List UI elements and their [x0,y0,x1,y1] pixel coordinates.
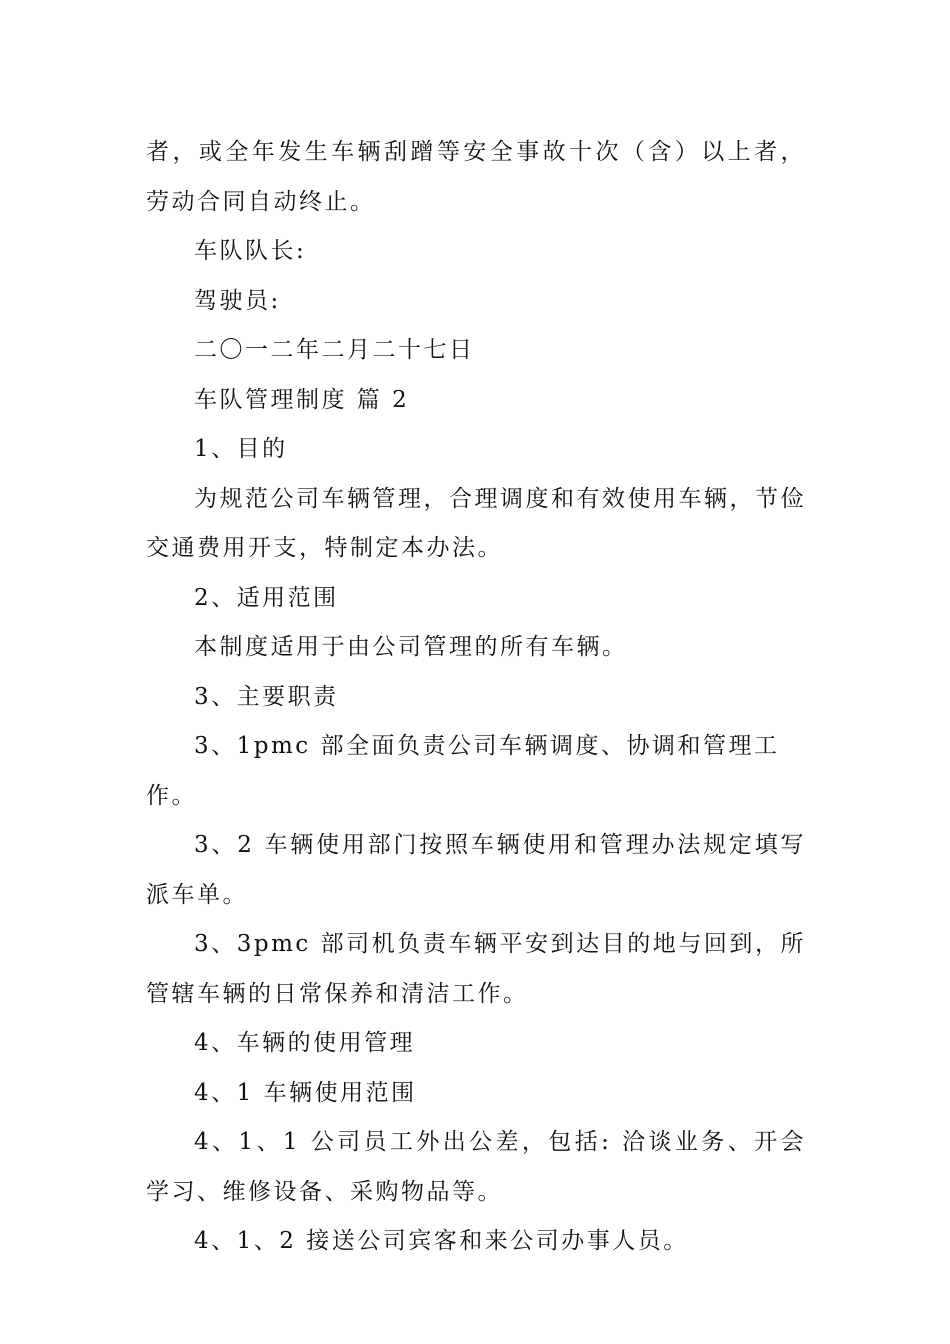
document-date: 二〇一二年二月二十七日 [194,337,475,363]
heading-scope: 2、适用范围 [194,584,339,611]
signature-line-driver: 驾驶员: [194,287,281,314]
subheading-use-scope: 4、1 车辆使用范围 [194,1079,417,1106]
paragraph: 4、1、1 公司员工外出公差，包括: 洽谈业务、开会学习、维修设备、采购物品等。 [146,1129,806,1205]
section-title: 车队管理制度 篇 2 [194,386,410,413]
heading-responsibilities: 3、主要职责 [194,683,339,710]
paragraph: 4、1、2 接送公司宾客和来公司办事人员。 [194,1228,689,1254]
signature-line-team-leader: 车队队长: [194,238,307,264]
paragraph: 为规范公司车辆管理，合理调度和有效使用车辆，节俭交通费用开支，特制定本办法。 [146,485,806,561]
paragraph: 者，或全年发生车辆刮蹭等安全事故十次（含）以上者，劳动合同自动终止。 [146,139,806,215]
heading-vehicle-use: 4、车辆的使用管理 [194,1030,416,1056]
paragraph: 3、2 车辆使用部门按照车辆使用和管理办法规定填写派车单。 [146,832,806,908]
heading-purpose: 1、目的 [194,436,288,462]
paragraph: 3、1pmc 部全面负责公司车辆调度、协调和管理工作。 [146,733,780,809]
document-body [146,128,806,1267]
paragraph: 3、3pmc 部司机负责车辆平安到达目的地与回到，所管辖车辆的日常保养和清洁工作。 [146,931,806,1007]
paragraph: 本制度适用于由公司管理的所有车辆。 [194,634,628,660]
